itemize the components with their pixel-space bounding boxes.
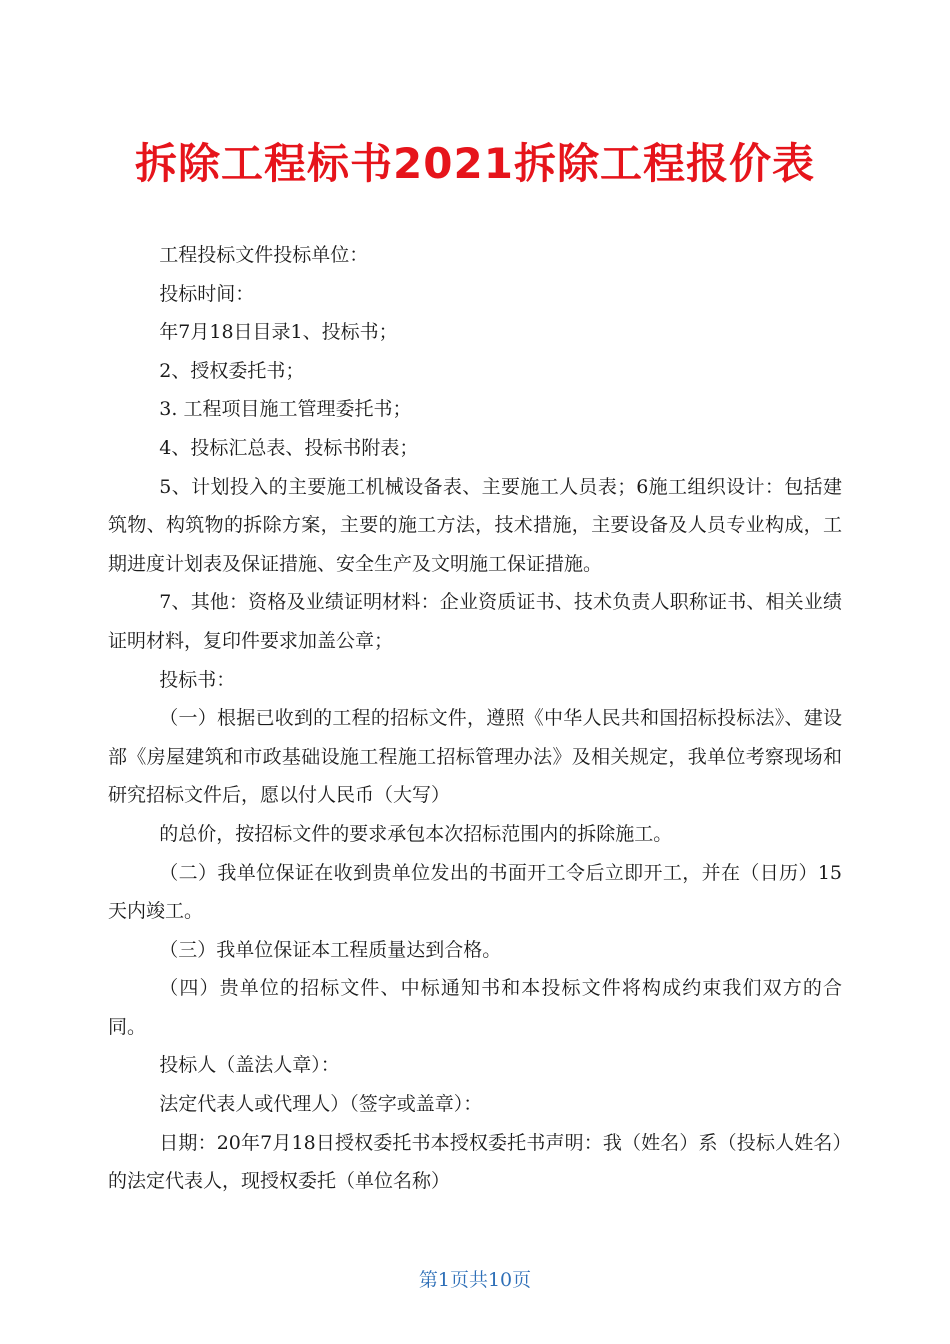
paragraph-date-authorization: 日期：20年7月18日授权委托书本授权委托书声明：我（姓名）系（投标人姓名）的法定代表人，现授权委托（单位名称） [108,1131,842,1193]
paragraph-total-price: 的总价，按招标文件的要求承包本次招标范围内的拆除施工。 [159,822,673,845]
paragraph-toc-7: 7、其他：资格及业绩证明材料：企业资质证书、技术负责人职称证书、相关业绩证明材料，复印件要求加盖公章； [108,591,842,652]
paragraph-date-toc: 年7月18日目录1、投标书； [159,321,398,344]
paragraph-toc-5: 5、计划投入的主要施工机械设备表、主要施工人员表；6施工组织设计：包括建筑物、构筑物的拆除方案，主要的施工方法，技术措施，主要设备及人员专业构成，工期进度计划表及保证措施、安全生产及文明施工保证措施。 [108,475,842,575]
paragraph-clause-3: （三）我单位保证本工程质量达到合格。 [159,938,502,961]
paragraph-toc-3: 3. 工程项目施工管理委托书； [159,398,412,421]
paragraph-clause-4: （四）贵单位的招标文件、中标通知书和本投标文件将构成约束我们双方的合同。 [108,977,842,1038]
paragraph-bid-unit: 工程投标文件投标单位： [159,244,369,266]
paragraph-bid-letter-heading: 投标书： [159,668,236,691]
document-body [108,236,842,1201]
document-title: 拆除工程标书2021拆除工程报价表 [135,139,815,189]
paragraph-toc-4: 4、投标汇总表、投标书附表； [159,436,419,459]
paragraph-clause-2: （二）我单位保证在收到贵单位发出的书面开工令后立即开工，并在（日历）15天内竣工。 [108,861,842,923]
paragraph-legal-rep: 法定代表人或代理人）（签字或盖章）： [159,1093,483,1116]
paragraph-toc-2: 2、授权委托书； [159,359,305,382]
page-number: 第1页共10页 [418,1269,532,1291]
paragraph-bidder-seal: 投标人（盖法人章）： [159,1054,340,1077]
paragraph-clause-1: （一）根据已收到的工程的招标文件，遵照《中华人民共和国招标投标法》、建设部《房屋建筑和市政基础设施工程施工招标管理办法》及相关规定，我单位考察现场和研究招标文件后，愿以付人民币（大写） [108,707,842,807]
paragraph-bid-time: 投标时间： [159,282,255,305]
